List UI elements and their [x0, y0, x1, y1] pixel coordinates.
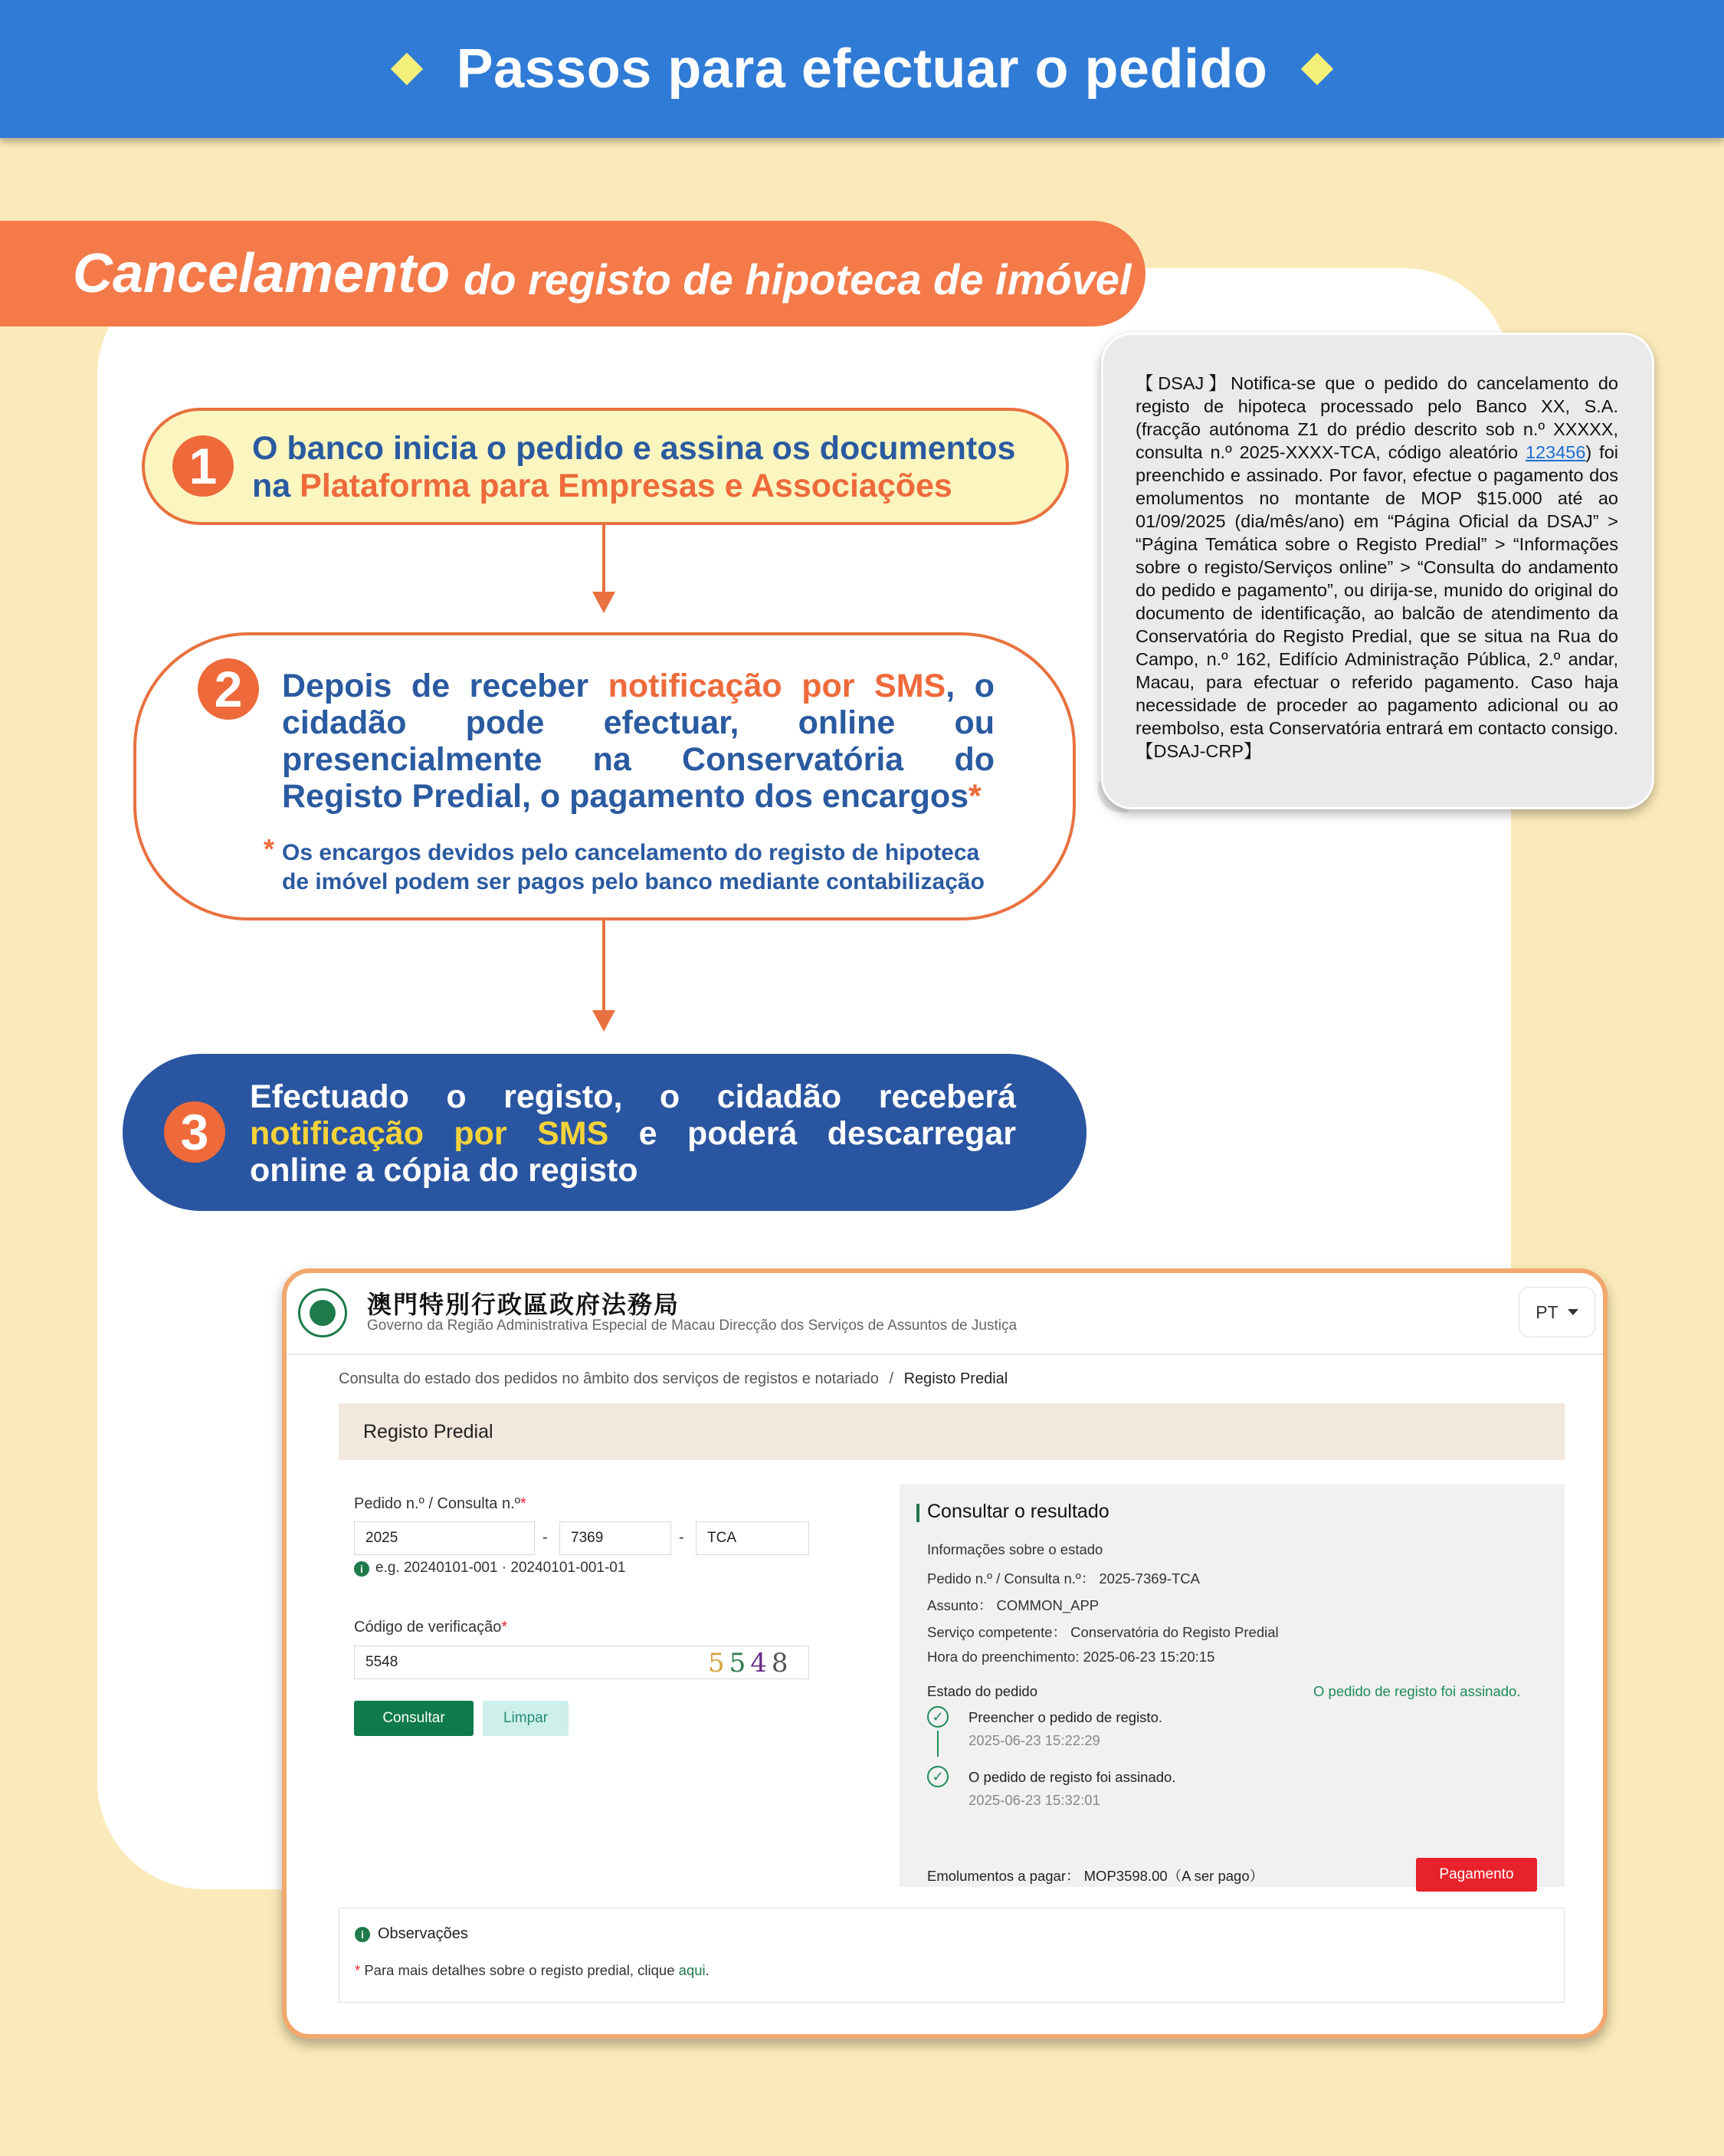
step-text-a: O banco inicia o pedido e assina os documentos	[252, 430, 1016, 467]
consult-button[interactable]: Consultar	[354, 1701, 474, 1736]
breadcrumb	[339, 1370, 1008, 1388]
timeline-step-label: O pedido de registo foi assinado.	[969, 1769, 1176, 1785]
breadcrumb-parent[interactable]: Consulta do estado dos pedidos no âmbito dos serviços de registos e notariado	[339, 1370, 879, 1387]
step-text-c: , o cidadão pode efectuar, online ou presencialmente na Conservatória do Registo Predial, o pagamento dos encargos	[282, 668, 995, 815]
verification-code-label: Código de verificação*	[354, 1619, 508, 1636]
timeline-step-label: Preencher o pedido de registo.	[969, 1709, 1163, 1725]
breadcrumb-separator: /	[889, 1370, 894, 1387]
step-highlight: notificação por SMS	[250, 1115, 609, 1152]
info-icon: i	[354, 1561, 369, 1577]
timeline-connector	[937, 1731, 939, 1757]
dash-separator: -	[679, 1529, 684, 1546]
check-circle-icon: ✓	[927, 1706, 949, 1728]
suffix-input[interactable]: TCA	[696, 1521, 809, 1555]
check-circle-icon: ✓	[927, 1766, 949, 1787]
step-highlight: Plataforma para Empresas e Associações	[300, 468, 952, 504]
sms-text-part: ) foi preenchido e assinado. Por favor, efectue o pagamento dos emolumentos no montante de MOP $15.000 até ao 01/09/2025 (dia/mês/ano) em “Página Oficial da DSAJ” > “Página Temática sobre o Registo Predial” > “Informações sobre o registo/Serviços online” > “Consulta do andamento do pedido e pagamento”, ou dirija-se, munido do original do documento de identificação, ao balcão de atendimento da Conservatória do Registo Predial, que se situa na Rua do Campo, n.º 162, Edifício Administração Pública, 2.º andar, Macau, para efectuar o referido pagamento. Caso haja necessidade de proceder ao pagamento adicional ou ao reembolso, esta Conservatória entrará em contacto consigo.【DSAJ-CRP】	[1136, 442, 1618, 761]
fill-time-row: Hora do preenchimento: 2025-06-23 15:20:15	[927, 1649, 1215, 1665]
sms-code-link[interactable]: 123456	[1525, 442, 1586, 462]
status-heading: Estado do pedido	[927, 1683, 1038, 1699]
section-title-main: Cancelamento	[73, 243, 451, 304]
language-value: PT	[1536, 1301, 1558, 1322]
info-icon: i	[355, 1927, 370, 1942]
step-text-c: e poderá descarregar online a cópia do registo	[250, 1115, 1016, 1189]
format-hint: e.g. 20240101-001 · 20240101-001-01	[375, 1560, 626, 1576]
fees-row: Emolumentos a pagar： MOP3598.00（A ser pago）	[927, 1868, 1264, 1884]
language-select[interactable]	[1519, 1287, 1595, 1337]
step-text-a: Efectuado o registo, o cidadão receberá	[250, 1078, 1016, 1115]
captcha-image[interactable]: 5548	[708, 1648, 793, 1679]
observations-text: * Para mais detalhes sobre o registo predial, clique aqui.	[355, 1962, 710, 1978]
page-header	[0, 0, 1724, 138]
footnote-star: *	[264, 833, 275, 865]
observations-box	[339, 1908, 1565, 2003]
dash-separator: -	[542, 1529, 548, 1546]
step-number: 2	[198, 658, 259, 720]
result-panel	[900, 1484, 1565, 1887]
section-title-sub: do registo de hipoteca de imóvel	[464, 254, 1132, 304]
chevron-down-icon	[1568, 1309, 1578, 1315]
timeline-step-time: 2025-06-23 15:32:01	[969, 1792, 1100, 1808]
observations-title: Observações	[378, 1925, 468, 1942]
sms-text-part: 【DSAJ】Notifica-se que o pedido do cancelamento do registo de hipoteca processado pelo Banco XX, S.A. (fracção autónoma Z1 do prédio descrito sob n.º XXXXX, consulta n.º 2025-XXXX-TCA, código aleatório	[1136, 373, 1618, 462]
sms-text	[1136, 372, 1618, 763]
clear-button[interactable]: Limpar	[483, 1701, 569, 1736]
screenshot-window	[282, 1268, 1608, 2039]
step-number: 1	[172, 435, 234, 497]
number-input[interactable]: 7369	[559, 1521, 671, 1555]
step-text	[252, 430, 1015, 505]
footnote-star: *	[969, 778, 982, 815]
section-header: Registo Predial	[339, 1403, 1565, 1460]
macau-emblem-icon	[298, 1288, 347, 1337]
info-heading: Informações sobre o estado	[927, 1541, 1103, 1557]
step-1	[142, 408, 1069, 525]
arrow-head-icon	[592, 592, 615, 613]
org-name-zh: 澳門特別行政區政府法務局	[367, 1291, 680, 1318]
step-highlight: notificação por SMS	[608, 668, 946, 704]
step-note: Os encargos devidos pelo cancelamento do registo de hipoteca de imóvel podem ser pagos pelo banco mediante contabilização	[282, 840, 985, 894]
verification-code-input[interactable]: 5548	[354, 1646, 809, 1679]
step-text	[282, 668, 995, 815]
step-text-a: Depois de receber	[282, 668, 608, 704]
org-name-pt: Governo da Região Administrativa Especial de Macau Direcção dos Serviços de Assuntos de Justiça	[367, 1318, 1018, 1334]
site-header	[287, 1273, 1603, 1355]
title-accent-bar	[916, 1504, 919, 1522]
request-number-row: Pedido n.º / Consulta n.º： 2025-7369-TCA	[927, 1570, 1200, 1587]
year-input[interactable]: 2025	[354, 1521, 535, 1555]
subject-row: Assunto： COMMON_APP	[927, 1597, 1100, 1613]
timeline-step-time: 2025-06-23 15:22:29	[969, 1732, 1100, 1748]
step-2	[133, 632, 1076, 920]
status-summary: O pedido de registo foi assinado.	[1313, 1683, 1521, 1699]
step-3	[123, 1054, 1087, 1211]
service-row: Serviço competente： Conservatória do Registo Predial	[927, 1624, 1279, 1640]
diamond-icon	[390, 53, 422, 85]
page-title: Passos para efectuar o pedido	[456, 38, 1268, 100]
diamond-icon	[1301, 53, 1333, 85]
flow-arrow	[602, 920, 605, 1016]
details-link[interactable]: aqui	[678, 1962, 706, 1978]
breadcrumb-current: Registo Predial	[903, 1370, 1008, 1387]
arrow-head-icon	[592, 1010, 615, 1032]
result-title: Consultar o resultado	[927, 1501, 1109, 1522]
payment-button[interactable]: Pagamento	[1416, 1858, 1537, 1892]
section-title	[0, 221, 1146, 327]
sms-bubble	[1101, 333, 1654, 809]
step-text	[250, 1078, 1016, 1189]
step-text-b: na	[252, 468, 300, 504]
request-number-label: Pedido n.º / Consulta n.º*	[354, 1495, 526, 1512]
step-number: 3	[164, 1101, 225, 1163]
